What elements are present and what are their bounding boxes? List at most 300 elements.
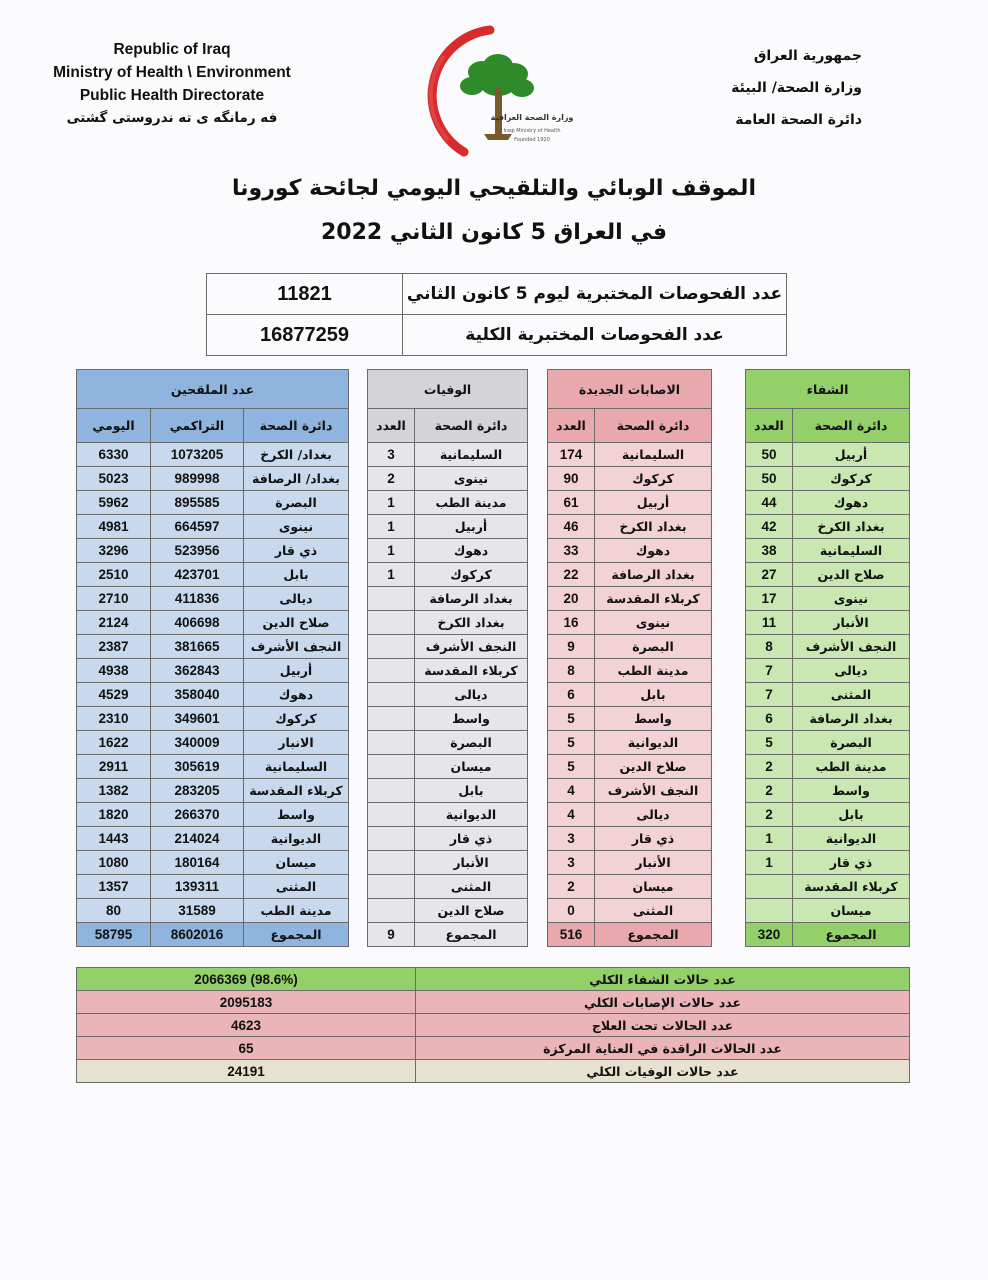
vaccinated-row	[77, 707, 349, 731]
vaccinated-directorate: البصرة	[244, 491, 349, 515]
recovery-row	[746, 707, 910, 731]
vaccinated-directorate: بغداد/ الكرخ	[244, 443, 349, 467]
lab-tests-total-row	[207, 315, 787, 356]
infections-total-label: المجموع	[595, 923, 712, 947]
deaths-count: 1	[368, 515, 415, 539]
vaccinated-daily: 2710	[77, 587, 151, 611]
vaccinated-row	[77, 803, 349, 827]
vaccinated-daily: 4981	[77, 515, 151, 539]
vaccinated-cumulative: 411836	[151, 587, 244, 611]
header-english	[34, 38, 310, 130]
recovery-row	[746, 443, 910, 467]
vaccinated-daily: 2911	[77, 755, 151, 779]
deaths-count	[368, 899, 415, 923]
recovery-count: 38	[746, 539, 793, 563]
infections-row	[548, 515, 712, 539]
header-ar-line: دائرة الصحة العامة	[735, 112, 862, 128]
recovery-directorate: ذي قار	[793, 851, 910, 875]
recovery-count: 7	[746, 683, 793, 707]
vaccinated-cumulative: 283205	[151, 779, 244, 803]
deaths-row	[368, 755, 528, 779]
deaths-count	[368, 611, 415, 635]
recovery-count: 27	[746, 563, 793, 587]
recovery-row	[746, 659, 910, 683]
recovery-count: 6	[746, 707, 793, 731]
infections-row	[548, 635, 712, 659]
deaths-count	[368, 755, 415, 779]
deaths-directorate: صلاح الدين	[415, 899, 528, 923]
deaths-row	[368, 443, 528, 467]
report-title: الموقف الوبائي والتلقيحي اليومي لجائحة كورونا	[232, 176, 756, 201]
recovery-title: الشفاء	[746, 370, 910, 409]
deaths-row	[368, 707, 528, 731]
vaccinated-cumulative: 989998	[151, 467, 244, 491]
vaccinated-row	[77, 467, 349, 491]
infections-row	[548, 875, 712, 899]
ministry-logo	[414, 22, 590, 162]
infections-directorate: بغداد الرصافة	[595, 563, 712, 587]
vaccinated-daily: 1622	[77, 731, 151, 755]
infections-table	[547, 369, 712, 947]
deaths-directorate: المثنى	[415, 875, 528, 899]
vaccinated-directorate: ميسان	[244, 851, 349, 875]
recovery-header-count: العدد	[746, 409, 793, 443]
recovery-row	[746, 539, 910, 563]
infections-title-row	[548, 370, 712, 409]
infections-row	[548, 587, 712, 611]
infections-title: الاصابات الجديدة	[548, 370, 712, 409]
lab-tests-daily-value: 11821	[207, 274, 403, 315]
recovery-table	[745, 369, 910, 947]
logo-founded-text: Founded 1920	[514, 137, 550, 143]
infections-row	[548, 443, 712, 467]
recovery-total-count: 320	[746, 923, 793, 947]
recovery-count: 2	[746, 755, 793, 779]
infections-count: 22	[548, 563, 595, 587]
infections-row	[548, 899, 712, 923]
deaths-directorate: بغداد الرصافة	[415, 587, 528, 611]
infections-directorate: كربلاء المقدسة	[595, 587, 712, 611]
vaccinated-daily: 5023	[77, 467, 151, 491]
vaccinated-header-cumulative: التراكمي	[151, 409, 244, 443]
infections-count: 8	[548, 659, 595, 683]
infections-count: 46	[548, 515, 595, 539]
vaccinated-row	[77, 515, 349, 539]
recovery-header-directorate: دائرة الصحة	[793, 409, 910, 443]
vaccinated-row	[77, 827, 349, 851]
recovery-directorate: السليمانية	[793, 539, 910, 563]
recovery-count: 2	[746, 779, 793, 803]
infections-count: 5	[548, 755, 595, 779]
vaccinated-row	[77, 635, 349, 659]
vaccinated-directorate: أربيل	[244, 659, 349, 683]
infections-directorate: ديالى	[595, 803, 712, 827]
deaths-count	[368, 635, 415, 659]
logo-arabic-text: وزارة الصحة العراقية	[490, 113, 574, 122]
deaths-row	[368, 683, 528, 707]
recovery-directorate: الديوانية	[793, 827, 910, 851]
infections-directorate: السليمانية	[595, 443, 712, 467]
vaccinated-daily: 1080	[77, 851, 151, 875]
vaccinated-directorate: نينوى	[244, 515, 349, 539]
deaths-directorate: النجف الأشرف	[415, 635, 528, 659]
recovery-directorate: المثنى	[793, 683, 910, 707]
vaccinated-daily: 2387	[77, 635, 151, 659]
deaths-count	[368, 683, 415, 707]
infections-directorate: الأنبار	[595, 851, 712, 875]
vaccinated-cumulative: 406698	[151, 611, 244, 635]
infections-row	[548, 731, 712, 755]
infections-row	[548, 827, 712, 851]
vaccinated-row	[77, 443, 349, 467]
deaths-row	[368, 731, 528, 755]
deaths-directorate: البصرة	[415, 731, 528, 755]
vaccinated-directorate: المثنى	[244, 875, 349, 899]
recovery-count: 5	[746, 731, 793, 755]
infections-count: 3	[548, 851, 595, 875]
lab-tests-table	[206, 273, 787, 356]
deaths-row	[368, 611, 528, 635]
infections-directorate: صلاح الدين	[595, 755, 712, 779]
deaths-total-label: المجموع	[415, 923, 528, 947]
lab-tests-daily-row	[207, 274, 787, 315]
infections-directorate: أربيل	[595, 491, 712, 515]
vaccinated-daily: 4529	[77, 683, 151, 707]
vaccinated-daily: 2310	[77, 707, 151, 731]
infections-directorate: دهوك	[595, 539, 712, 563]
deaths-total-row	[368, 923, 528, 947]
vaccinated-total-row	[77, 923, 349, 947]
summary-value: 24191	[77, 1060, 416, 1083]
deaths-directorate: مدينة الطب	[415, 491, 528, 515]
deaths-count	[368, 659, 415, 683]
deaths-header-directorate: دائرة الصحة	[415, 409, 528, 443]
infections-row	[548, 755, 712, 779]
deaths-total-count: 9	[368, 923, 415, 947]
recovery-count: 2	[746, 803, 793, 827]
infections-header-count: العدد	[548, 409, 595, 443]
vaccinated-directorate: النجف الأشرف	[244, 635, 349, 659]
recovery-count: 42	[746, 515, 793, 539]
infections-directorate: ميسان	[595, 875, 712, 899]
vaccinated-header-row	[77, 409, 349, 443]
recovery-row	[746, 827, 910, 851]
recovery-title-row	[746, 370, 910, 409]
infections-row	[548, 563, 712, 587]
deaths-title-row	[368, 370, 528, 409]
summary-label: عدد حالات الوفيات الكلي	[416, 1060, 910, 1083]
header-ar-line: جمهورية العراق	[753, 48, 862, 64]
deaths-row	[368, 539, 528, 563]
recovery-total-label: المجموع	[793, 923, 910, 947]
summary-value: 65	[77, 1037, 416, 1060]
deaths-row	[368, 467, 528, 491]
vaccinated-daily: 1820	[77, 803, 151, 827]
recovery-directorate: كركوك	[793, 467, 910, 491]
deaths-count	[368, 731, 415, 755]
vaccinated-directorate: صلاح الدين	[244, 611, 349, 635]
deaths-count: 3	[368, 443, 415, 467]
infections-directorate: بابل	[595, 683, 712, 707]
recovery-directorate: النجف الأشرف	[793, 635, 910, 659]
deaths-header-row	[368, 409, 528, 443]
infections-count: 90	[548, 467, 595, 491]
header-en-line: Ministry of Health \ Environment	[53, 64, 291, 81]
infections-count: 5	[548, 731, 595, 755]
vaccinated-directorate: دهوك	[244, 683, 349, 707]
vaccinated-row	[77, 563, 349, 587]
infections-directorate: الديوانية	[595, 731, 712, 755]
vaccinated-cumulative: 31589	[151, 899, 244, 923]
vaccinated-cumulative: 214024	[151, 827, 244, 851]
deaths-row	[368, 587, 528, 611]
vaccinated-directorate: كركوك	[244, 707, 349, 731]
vaccinated-cumulative: 266370	[151, 803, 244, 827]
summary-row	[77, 1014, 910, 1037]
infections-count: 2	[548, 875, 595, 899]
recovery-row	[746, 515, 910, 539]
vaccinated-daily: 5962	[77, 491, 151, 515]
vaccinated-daily: 1382	[77, 779, 151, 803]
deaths-row	[368, 515, 528, 539]
infections-count: 3	[548, 827, 595, 851]
header-en-line: Public Health Directorate	[79, 87, 265, 104]
infections-row	[548, 611, 712, 635]
vaccinated-row	[77, 875, 349, 899]
infections-directorate: البصرة	[595, 635, 712, 659]
vaccinated-cumulative: 358040	[151, 683, 244, 707]
infections-count: 5	[548, 707, 595, 731]
vaccinated-cumulative: 349601	[151, 707, 244, 731]
recovery-row	[746, 587, 910, 611]
vaccinated-title: عدد الملقحين	[77, 370, 349, 409]
vaccinated-directorate: واسط	[244, 803, 349, 827]
recovery-count: 7	[746, 659, 793, 683]
infections-count: 20	[548, 587, 595, 611]
vaccinated-daily: 2124	[77, 611, 151, 635]
recovery-count: 11	[746, 611, 793, 635]
summary-row	[77, 1060, 910, 1083]
vaccinated-directorate: الانبار	[244, 731, 349, 755]
infections-row	[548, 539, 712, 563]
vaccinated-directorate: ديالى	[244, 587, 349, 611]
summary-label: عدد الحالات تحت العلاج	[416, 1014, 910, 1037]
deaths-count	[368, 827, 415, 851]
deaths-count	[368, 587, 415, 611]
deaths-count: 1	[368, 563, 415, 587]
infections-count: 33	[548, 539, 595, 563]
lab-tests-total-label: عدد الفحوصات المختبرية الكلية	[403, 315, 787, 356]
infections-count: 9	[548, 635, 595, 659]
deaths-directorate: السليمانية	[415, 443, 528, 467]
deaths-count: 1	[368, 539, 415, 563]
deaths-count	[368, 803, 415, 827]
header-kurdish-line: فه رمانگه ی ته ندروستی گشتی	[66, 110, 278, 126]
deaths-directorate: بغداد الكرخ	[415, 611, 528, 635]
vaccinated-cumulative: 895585	[151, 491, 244, 515]
infections-count: 4	[548, 779, 595, 803]
ministry-logo-graphic	[414, 22, 590, 162]
summary-label: عدد الحالات الراقدة في العناية المركزة	[416, 1037, 910, 1060]
deaths-header-count: العدد	[368, 409, 415, 443]
summary-label: عدد حالات الشفاء الكلي	[416, 968, 910, 991]
infections-directorate: ذي قار	[595, 827, 712, 851]
recovery-directorate: الأنبار	[793, 611, 910, 635]
vaccinated-cumulative: 362843	[151, 659, 244, 683]
summary-row	[77, 991, 910, 1014]
recovery-directorate: دهوك	[793, 491, 910, 515]
recovery-row	[746, 899, 910, 923]
vaccinated-cumulative: 180164	[151, 851, 244, 875]
vaccinated-directorate: كربلاء المقدسة	[244, 779, 349, 803]
vaccinated-cumulative: 305619	[151, 755, 244, 779]
recovery-directorate: ميسان	[793, 899, 910, 923]
infections-count: 16	[548, 611, 595, 635]
recovery-count: 1	[746, 827, 793, 851]
vaccinated-cumulative: 340009	[151, 731, 244, 755]
recovery-directorate: كربلاء المقدسة	[793, 875, 910, 899]
deaths-directorate: ديالى	[415, 683, 528, 707]
deaths-row	[368, 827, 528, 851]
lab-tests-total-value: 16877259	[207, 315, 403, 356]
deaths-row	[368, 779, 528, 803]
infections-header-directorate: دائرة الصحة	[595, 409, 712, 443]
recovery-directorate: صلاح الدين	[793, 563, 910, 587]
deaths-directorate: أربيل	[415, 515, 528, 539]
recovery-row	[746, 491, 910, 515]
deaths-count	[368, 851, 415, 875]
infections-header-row	[548, 409, 712, 443]
deaths-table	[367, 369, 528, 947]
recovery-count: 50	[746, 467, 793, 491]
infections-directorate: كركوك	[595, 467, 712, 491]
deaths-row	[368, 899, 528, 923]
recovery-count	[746, 875, 793, 899]
vaccinated-cumulative: 139311	[151, 875, 244, 899]
summary-value: 2066369 (98.6%)	[77, 968, 416, 991]
vaccinated-daily: 1357	[77, 875, 151, 899]
deaths-directorate: ذي قار	[415, 827, 528, 851]
infections-count: 0	[548, 899, 595, 923]
infections-row	[548, 467, 712, 491]
infections-directorate: النجف الأشرف	[595, 779, 712, 803]
deaths-count	[368, 875, 415, 899]
recovery-directorate: مدينة الطب	[793, 755, 910, 779]
deaths-count	[368, 779, 415, 803]
vaccinated-directorate: ذي قار	[244, 539, 349, 563]
infections-row	[548, 851, 712, 875]
vaccinated-cumulative: 1073205	[151, 443, 244, 467]
recovery-header-row	[746, 409, 910, 443]
recovery-directorate: البصرة	[793, 731, 910, 755]
deaths-count: 1	[368, 491, 415, 515]
infections-row	[548, 491, 712, 515]
lab-tests-daily-label: عدد الفحوصات المختبرية ليوم 5 كانون الثاني	[403, 274, 787, 315]
summary-value: 4623	[77, 1014, 416, 1037]
recovery-row	[746, 467, 910, 491]
infections-directorate: بغداد الكرخ	[595, 515, 712, 539]
vaccinated-directorate: بغداد/ الرصافة	[244, 467, 349, 491]
vaccinated-directorate: مدينة الطب	[244, 899, 349, 923]
vaccinated-table	[76, 369, 349, 947]
infections-count: 4	[548, 803, 595, 827]
vaccinated-row	[77, 731, 349, 755]
recovery-row	[746, 563, 910, 587]
recovery-directorate: نينوى	[793, 587, 910, 611]
vaccinated-row	[77, 683, 349, 707]
recovery-row	[746, 731, 910, 755]
deaths-title: الوفيات	[368, 370, 528, 409]
vaccinated-directorate: بابل	[244, 563, 349, 587]
vaccinated-total-daily: 58795	[77, 923, 151, 947]
vaccinated-row	[77, 899, 349, 923]
deaths-count	[368, 707, 415, 731]
deaths-directorate: بابل	[415, 779, 528, 803]
vaccinated-header-daily: اليومي	[77, 409, 151, 443]
infections-count: 61	[548, 491, 595, 515]
recovery-count	[746, 899, 793, 923]
deaths-directorate: الديوانية	[415, 803, 528, 827]
logo-english-text: Iraqi Ministry of Health	[503, 128, 561, 134]
header-en-line: Republic of Iraq	[113, 41, 231, 58]
vaccinated-daily: 80	[77, 899, 151, 923]
recovery-directorate: بغداد الرصافة	[793, 707, 910, 731]
vaccinated-directorate: السليمانية	[244, 755, 349, 779]
deaths-row	[368, 635, 528, 659]
deaths-directorate: كربلاء المقدسة	[415, 659, 528, 683]
vaccinated-daily: 6330	[77, 443, 151, 467]
recovery-row	[746, 611, 910, 635]
infections-row	[548, 803, 712, 827]
vaccinated-row	[77, 611, 349, 635]
recovery-row	[746, 875, 910, 899]
header-arabic	[662, 40, 862, 136]
infections-row	[548, 707, 712, 731]
infections-directorate: واسط	[595, 707, 712, 731]
report-subtitle: في العراق 5 كانون الثاني 2022	[320, 220, 668, 245]
deaths-directorate: كركوك	[415, 563, 528, 587]
vaccinated-row	[77, 755, 349, 779]
summary-row	[77, 1037, 910, 1060]
vaccinated-cumulative: 423701	[151, 563, 244, 587]
deaths-row	[368, 563, 528, 587]
deaths-row	[368, 851, 528, 875]
vaccinated-row	[77, 539, 349, 563]
infections-row	[548, 659, 712, 683]
recovery-row	[746, 755, 910, 779]
summary-table	[76, 967, 910, 1083]
vaccinated-cumulative: 664597	[151, 515, 244, 539]
recovery-count: 17	[746, 587, 793, 611]
summary-value: 2095183	[77, 991, 416, 1014]
deaths-row	[368, 491, 528, 515]
deaths-row	[368, 803, 528, 827]
vaccinated-daily: 1443	[77, 827, 151, 851]
infections-directorate: المثنى	[595, 899, 712, 923]
recovery-count: 50	[746, 443, 793, 467]
deaths-directorate: نينوى	[415, 467, 528, 491]
vaccinated-row	[77, 659, 349, 683]
header-ar-line: وزارة الصحة/ البيئة	[731, 80, 862, 96]
deaths-directorate: ميسان	[415, 755, 528, 779]
infections-row	[548, 683, 712, 707]
summary-label: عدد حالات الإصابات الكلي	[416, 991, 910, 1014]
vaccinated-cumulative: 523956	[151, 539, 244, 563]
recovery-directorate: أربيل	[793, 443, 910, 467]
recovery-directorate: ديالى	[793, 659, 910, 683]
infections-count: 174	[548, 443, 595, 467]
infections-count: 6	[548, 683, 595, 707]
